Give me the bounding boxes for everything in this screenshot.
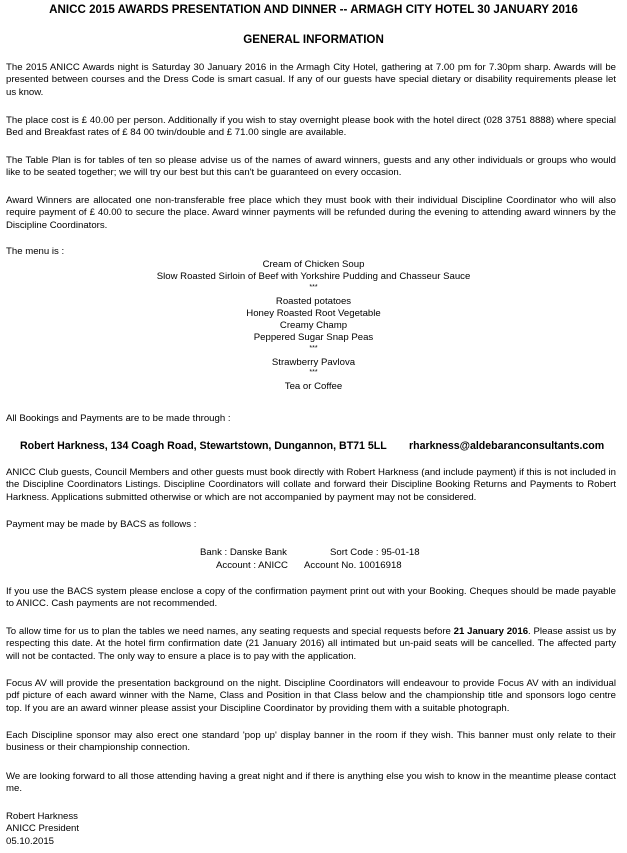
menu-starter: Cream of Chicken Soup (262, 259, 365, 270)
menu-main: Slow Roasted Sirloin of Beef with Yorkshire Pudding and Chasseur Sauce (156, 271, 471, 283)
bank-account-no: Account No. 10016918 (304, 560, 402, 571)
menu-side-1: Roasted potatoes (275, 295, 352, 307)
menu-list (0, 259, 627, 393)
paragraph-deadline: To allow time for us to plan the tables we need names, any seating requests and special requests before 21 January 2016. Please assist us by respecting this date. At the hotel firm confirmation date (21 January 2016) all intimated but un-paid seats will be cancelled. The affected party will not be contacted. The only way to ensure a place is to pay with the application. (6, 626, 616, 662)
bank-account: Account : ANICC (216, 560, 288, 571)
bookings-intro: All Bookings and Payments are to be made through : (6, 413, 231, 424)
signature-date: 05.10.2015 (6, 835, 55, 847)
paragraph-event-info: The 2015 ANICC Awards night is Saturday 30 January 2016 in the Armagh City Hotel, gathering at 7.00 pm for 7.30pm sharp. Awards will be presented between courses and the Dress Code is smart casual. If any of our guests have special dietary or disability requirements please let us know. (6, 62, 616, 98)
menu-intro: The menu is : (6, 246, 65, 257)
document-title: ANICC 2015 AWARDS PRESENTATION AND DINNER -- ARMAGH CITY HOTEL 30 JANUARY 2016 (49, 3, 578, 16)
paragraph-sponsor-banner: Each Discipline sponsor may also erect one standard 'pop up' display banner in the room if they wish. This banner must only relate to their business or their championship connection. (6, 730, 616, 754)
deadline-date: 21 January 2016 (453, 626, 529, 637)
menu-separator: *** (309, 283, 318, 291)
contact-email[interactable]: rharkness@aldebaranconsultants.com (409, 440, 605, 452)
signature-role: ANICC President (6, 823, 80, 835)
paragraph-closing: We are looking forward to all those attending having a great night and if there is anything else you wish to know in the meantime please contact me. (6, 771, 616, 795)
document-subtitle: GENERAL INFORMATION (243, 33, 384, 46)
menu-drinks: Tea or Coffee (284, 381, 343, 393)
signature-block (6, 811, 306, 848)
contact-address: Robert Harkness, 134 Coagh Road, Stewartstown, Dungannon, BT71 5LL (20, 440, 387, 452)
bank-sort-code: Sort Code : 95-01-18 (330, 547, 420, 558)
paragraph-table-plan: The Table Plan is for tables of ten so please advise us of the names of award winners, guests and any other individuals or groups who would like to be seated together; we will try our best but this can't be guaranteed on every occasion. (6, 155, 616, 179)
menu-dessert: Strawberry Pavlova (271, 356, 356, 368)
paragraph-club-guests: ANICC Club guests, Council Members and other guests must book directly with Robert Harkness (and include payment) if this is not included in the Discipline Coordinators Listings. Discipline Coordinators will collate and forward their Discipline Booking Returns and Payments to Robert Harkness. Applications submitted otherwise or which are not accompanied by payment may not be considered. (6, 467, 616, 503)
bank-name: Bank : Danske Bank (200, 547, 287, 558)
menu-side-3: Creamy Champ (279, 320, 348, 332)
bacs-intro: Payment may be made by BACS as follows : (6, 519, 197, 530)
contact-line (20, 440, 620, 453)
paragraph-place-cost: The place cost is £ 40.00 per person. Additionally if you wish to stay overnight please book with the hotel direct (028 3751 8888) where special Bed and Breakfast rates of £ 84 00 twin/double and £ 71.00 single are available. (6, 115, 616, 139)
menu-separator: *** (309, 369, 318, 377)
menu-side-2: Honey Roasted Root Vegetable (246, 307, 381, 319)
paragraph-bacs: If you use the BACS system please enclose a copy of the confirmation payment print out with your Booking. Cheques should be made payable to ANICC. Cash payments are not recommended. (6, 586, 616, 610)
paragraph-award-winners: Award Winners are allocated one non-transferable free place which they must book with their individual Discipline Coordinator who will also require payment of £ 40.00 to secure the place. Award winner payments will be refunded during the evening to attending award winners by the Discipline Coordinators. (6, 195, 616, 231)
menu-separator: *** (309, 344, 318, 352)
signature-name: Robert Harkness (6, 811, 78, 822)
menu-side-4: Peppered Sugar Snap Peas (253, 332, 374, 344)
paragraph-focus-av: Focus AV will provide the presentation background on the night. Discipline Coordinators will endeavour to provide Focus AV with an individual pdf picture of each award winner with the Name, Class and Position in that Class below and the championship title and sponsors logo centre top. If you are an award winner please assist your Discipline Coordinator by providing them with a suitable photograph. (6, 678, 616, 714)
